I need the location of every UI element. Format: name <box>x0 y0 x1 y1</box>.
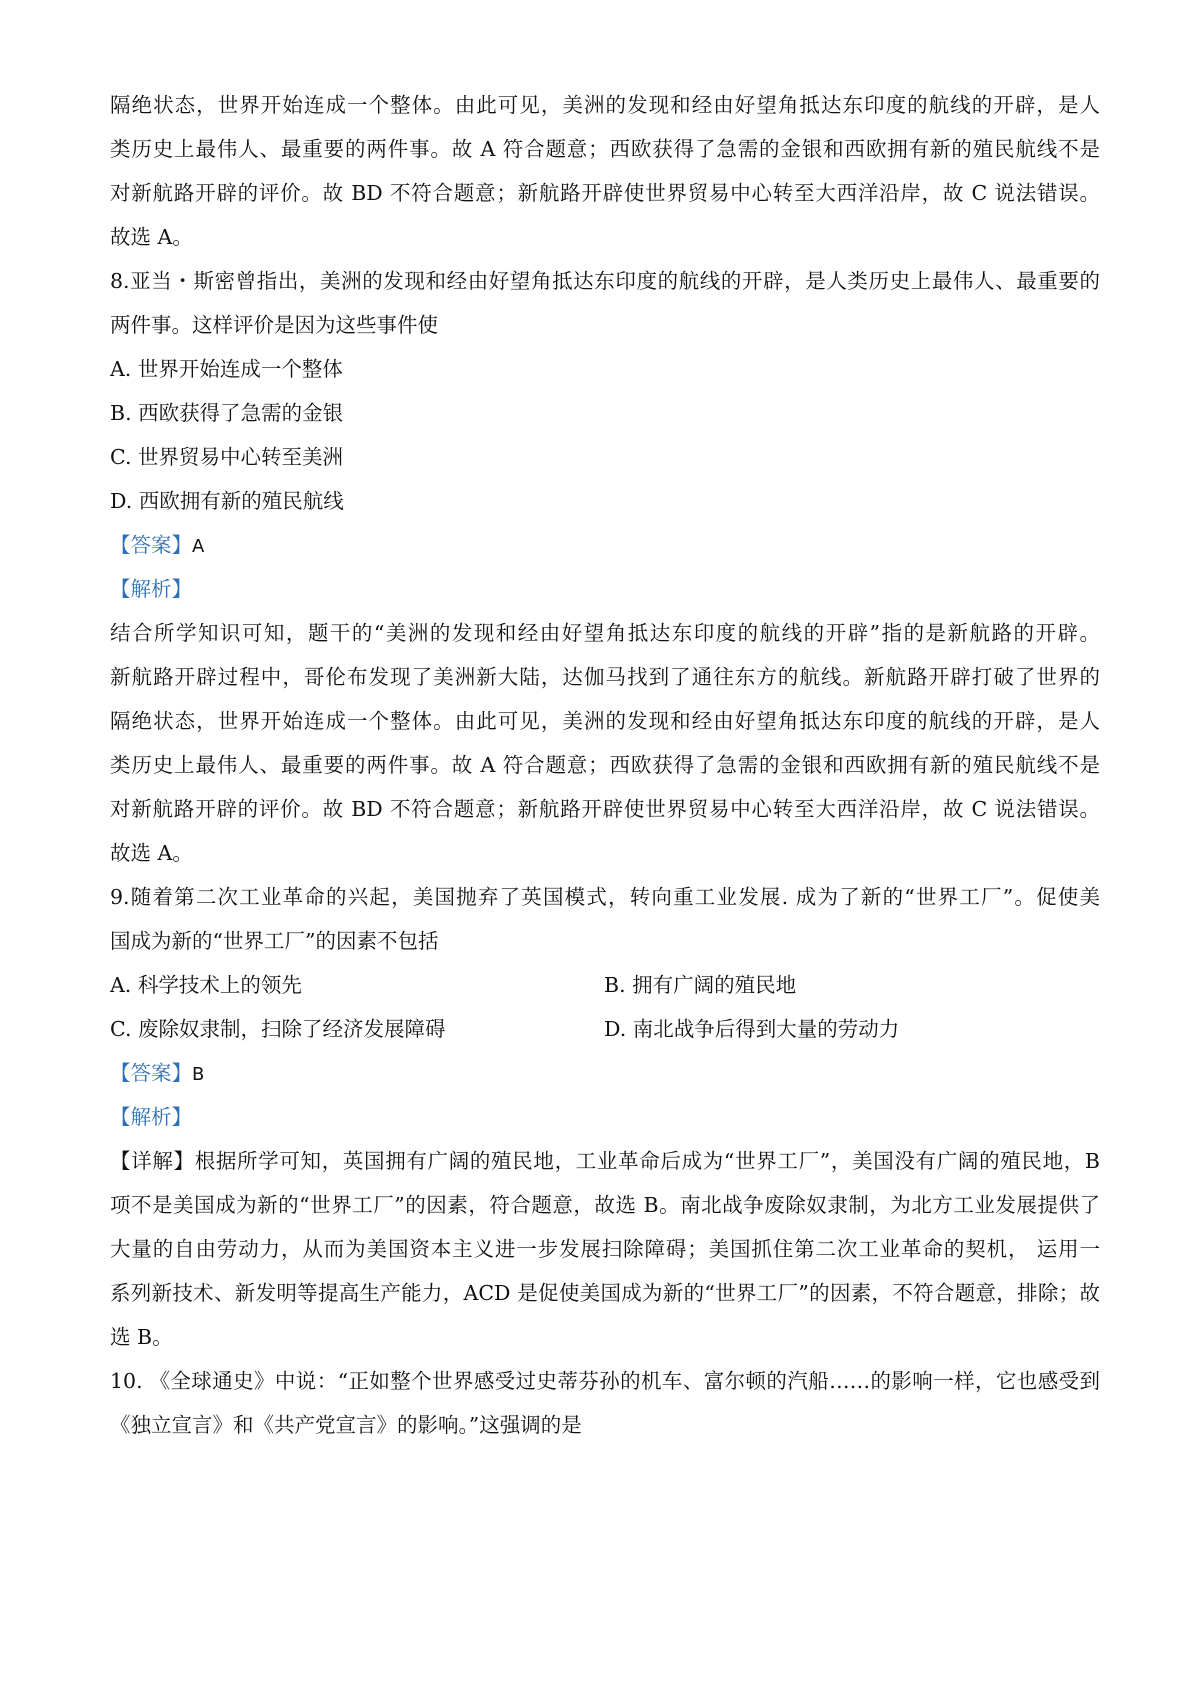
question-8-analysis-line: 新航路开辟过程中，哥伦布发现了美洲新大陆，达伽马找到了通往东方的航线。新航路开辟打破了世界的 <box>110 665 1100 689</box>
detail-text: 根据所学可知，英国拥有广阔的殖民地，工业革命后成为“世界工厂”，美国没有广阔的殖民地，B <box>194 1149 1100 1173</box>
detail-tag: 【详解】 <box>110 1149 195 1173</box>
question-10-stem: 10. 《全球通史》中说：“正如整个世界感受过史蒂芬孙的机车、富尔顿的汽船……的影响一样，它也感受到 <box>110 1369 1100 1393</box>
answer-tag: 【答案】 <box>110 1061 192 1085</box>
text-line: 隔绝状态，世界开始连成一个整体。由此可见，美洲的发现和经由好望角抵达东印度的航线的开辟，是人 <box>110 93 1100 117</box>
question-9-option-d: D. 南北战争后得到大量的劳动力 <box>604 1017 900 1041</box>
question-8-analysis-line: 隔绝状态，世界开始连成一个整体。由此可见，美洲的发现和经由好望角抵达东印度的航线的开辟，是人 <box>110 709 1100 733</box>
question-8-stem: 8.亚当・斯密曾指出，美洲的发现和经由好望角抵达东印度的航线的开辟，是人类历史上最伟人、最重要的 <box>110 269 1100 293</box>
analysis-tag: 【解析】 <box>110 577 192 601</box>
text-line: 对新航路开辟的评价。故 BD 不符合题意；新航路开辟使世界贸易中心转至大西洋沿岸，故 C 说法错误。 <box>110 181 1100 205</box>
question-9-analysis-line: 选 B。 <box>110 1325 173 1349</box>
question-8-stem: 两件事。这样评价是因为这些事件使 <box>110 313 438 337</box>
question-8-option-a: A. 世界开始连成一个整体 <box>110 357 343 381</box>
question-9-analysis-line: 系列新技术、新发明等提高生产能力，ACD 是促使美国成为新的“世界工厂”的因素，不符合题意，排除；故 <box>110 1281 1100 1305</box>
question-8-analysis-line: 类历史上最伟人、最重要的两件事。故 A 符合题意；西欧获得了急需的金银和西欧拥有新的殖民航线不是 <box>110 753 1100 777</box>
text-line: 类历史上最伟人、最重要的两件事。故 A 符合题意；西欧获得了急需的金银和西欧拥有新的殖民航线不是 <box>110 137 1100 161</box>
answer-value: B <box>192 1064 205 1085</box>
question-9-analysis-line <box>110 1146 1100 1176</box>
question-9-option-b: B. 拥有广阔的殖民地 <box>604 973 797 997</box>
question-8-answer <box>110 530 1100 560</box>
answer-tag: 【答案】 <box>110 533 192 557</box>
question-8-option-c: C. 世界贸易中心转至美洲 <box>110 445 343 469</box>
question-8-analysis-line: 结合所学知识可知，题干的“美洲的发现和经由好望角抵达东印度的航线的开辟”指的是新航路的开辟。 <box>110 621 1100 645</box>
question-8-analysis-line: 对新航路开辟的评价。故 BD 不符合题意；新航路开辟使世界贸易中心转至大西洋沿岸，故 C 说法错误。 <box>110 797 1100 821</box>
question-8-option-d: D. 西欧拥有新的殖民航线 <box>110 489 344 513</box>
question-8-option-b: B. 西欧获得了急需的金银 <box>110 401 344 425</box>
answer-value: A <box>192 536 205 557</box>
question-9-option-c: C. 废除奴隶制，扫除了经济发展障碍 <box>110 1017 446 1041</box>
question-9-answer <box>110 1058 1100 1088</box>
question-10-stem: 《独立宣言》和《共产党宣言》的影响。”这强调的是 <box>110 1413 582 1437</box>
question-8-analysis-line: 故选 A。 <box>110 841 193 865</box>
question-9-analysis-line: 大量的自由劳动力，从而为美国资本主义进一步发展扫除障碍；美国抓住第二次工业革命的契机， 运用一 <box>110 1237 1100 1261</box>
analysis-tag: 【解析】 <box>110 1105 192 1129</box>
question-9-analysis-tag <box>110 1102 1100 1132</box>
text-line: 故选 A。 <box>110 225 193 249</box>
question-9-option-a: A. 科学技术上的领先 <box>110 973 302 997</box>
question-9-analysis-line: 项不是美国成为新的“世界工厂”的因素，符合题意，故选 B。南北战争废除奴隶制，为北方工业发展提供了 <box>110 1193 1100 1217</box>
question-8-analysis-tag <box>110 574 1100 604</box>
question-9-stem: 9.随着第二次工业革命的兴起，美国抛弃了英国模式，转向重工业发展. 成为了新的“世界工厂”。促使美 <box>110 885 1100 909</box>
question-9-stem: 国成为新的“世界工厂”的因素不包括 <box>110 929 439 953</box>
